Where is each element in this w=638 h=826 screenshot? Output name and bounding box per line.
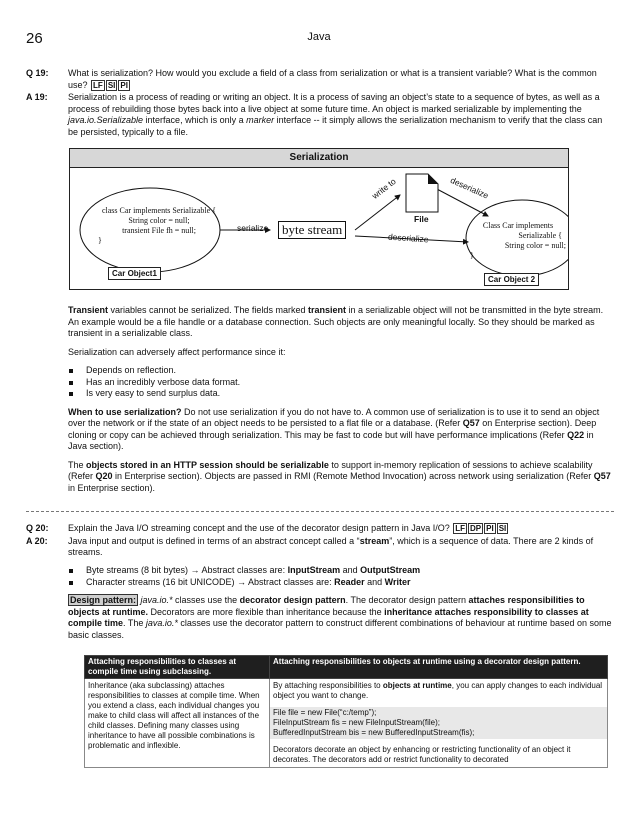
answer-20-body <box>68 565 614 648</box>
answer-20 <box>26 536 614 559</box>
design-pattern-paragraph: Design pattern: java.io.* classes use the decorator design pattern. The decorator design pattern attaches responsibilities to objects at runtime. Decorators are more flexible than inheritance because the inheritance attaches responsibility to classes at compile time. The java.io.* classes use the decorator pattern to construct different combinations of behaviour at runtime based on some basic classes. <box>68 595 612 640</box>
byte-stream-box: byte stream <box>278 221 346 239</box>
serialize-label: serialize <box>237 223 269 233</box>
tag-lf: LF <box>455 524 466 533</box>
tag-dp: DP <box>470 524 482 533</box>
design-pattern-label: Design pattern: <box>70 595 137 605</box>
tag-pi: PI <box>120 80 128 90</box>
deserialize-top-label: deserialize <box>448 175 491 201</box>
list-item: Depends on reflection. <box>68 365 614 377</box>
when-to-use-paragraph: When to use serialization? Do not use serialization if you do not have to. A common use of serialization is to use it to send an object over the network or if the state of an object needs to be persisted to a flat file or a database. (Refer Q57 on Enterprise section). Deep cloning or copy can be achieved through serialization. This may be fast to code but will have performance implications (Refer Q22 in Java section). <box>68 406 600 451</box>
page-title: Java <box>307 31 331 43</box>
tag-pi: PI <box>486 524 494 533</box>
section-divider <box>26 511 614 512</box>
car-object2-label: Car Object 2 <box>484 273 539 286</box>
question-20 <box>26 523 614 559</box>
list-item: Is very easy to send surplus data. <box>68 388 614 400</box>
answer-text: Java input and output is defined in terms of an abstract concept called a “stream”, which is a sequence of data. There are 2 kinds of streams. <box>68 535 594 557</box>
code-block: File file = new File(“c:/temp”); FileInputStream fis = new FileInputStream(file); BufferedInputStream bis = new BufferedInputStream(fis); <box>270 707 607 739</box>
comparison-table <box>84 655 608 768</box>
question-label: Q 20: <box>26 523 49 533</box>
answer-19-body <box>68 305 614 501</box>
list-item: Has an incredibly verbose data format. <box>68 377 614 389</box>
performance-list <box>68 365 614 400</box>
diagram-title: Serialization <box>70 149 568 168</box>
table-cell: By attaching responsibilities to objects at runtime, you can apply changes to each individual object you want to change. File file = new File(“c:/temp”); FileInputStream fis = new FileInputStream(file); BufferedInputStream bis = new BufferedInputStream(fis); Decorators decorate an object by enhancing or restricting functionality of an object it decorates. The decorators add or restrict functionality to decorated <box>270 679 608 768</box>
table-header: Attaching responsibilities to objects at runtime using a decorator design pattern. <box>270 656 608 679</box>
car-object1-code: class Car implements Serializable { String color = null; transient File fh = null; } <box>98 206 217 245</box>
table-header: Attaching responsibilities to classes at compile time using subclassing. <box>85 656 270 679</box>
deserialize-bottom-label: deserialize <box>387 231 429 245</box>
car-object1-label: Car Object1 <box>108 267 161 280</box>
file-label: File <box>414 214 429 224</box>
performance-intro: Serialization can adversely affect performance since it: <box>68 346 286 357</box>
table-cell: Inheritance (aka subclassing) attaches responsibilities to classes at compile time. When you extend a class, each individual changes you make to child class will affect all instances of the child classes. Defining many classes using inheritance to have all possible combinations is problematic and inflexible. <box>85 679 270 768</box>
answer-label: A 19: <box>26 92 48 102</box>
tag-lf: LF <box>93 80 103 90</box>
write-to-label: write to <box>370 176 398 201</box>
question-text: What is serialization? How would you exclude a field of a class from serialization or what is a transient variable? What is the common use? LF SI PI <box>68 68 597 90</box>
tag-si: SI <box>107 80 116 90</box>
page-header <box>26 30 612 48</box>
list-item: Character streams (16 bit UNICODE) → Abstract classes are: Reader and Writer <box>68 577 614 589</box>
answer-label: A 20: <box>26 535 48 546</box>
question-text: Explain the Java I/O streaming concept and the use of the decorator design pattern in Java I/O? LF DP PI SI <box>68 523 507 533</box>
page-number: 26 <box>26 30 43 47</box>
serialization-diagram <box>69 148 569 290</box>
http-session-paragraph: The objects stored in an HTTP session should be serializable to support in-memory replication of sessions to achieve scalability (Refer Q20 in Enterprise section). Objects are passed in RMI (Remote Method Invocation) across network using serialization (Refer Q57 in Enterprise section). <box>68 459 611 493</box>
answer-19 <box>26 92 614 138</box>
tag-si: SI <box>498 524 507 533</box>
stream-list <box>68 565 614 588</box>
table-row <box>85 679 608 768</box>
car-object2-code: Class Car implements Serializable { String color = null; } <box>470 221 566 260</box>
list-item: Byte streams (8 bit bytes) → Abstract classes are: InputStream and OutputStream <box>68 565 614 577</box>
question-label: Q 19: <box>26 68 49 78</box>
transient-paragraph: Transient variables cannot be serialized. The fields marked transient in a serializable object will not be transmitted in the byte stream. An example would be a file handle or a database connection. Such objects are only meaningful locally. So they should be marked as transient in a serializable class. <box>68 305 604 338</box>
question-19 <box>26 68 614 138</box>
answer-text: Serialization is a process of reading or writing an object. It is a process of saving an object’s state to a sequence of bytes, as well as a process of rebuilding those bytes back into a live object at some future time. An object is marked serializable by implementing the java.io.Serializable interface, which is only a marker interface -- it simply allows the serialization mechanism to verify that the class can be persisted, typically to a file. <box>68 92 603 137</box>
